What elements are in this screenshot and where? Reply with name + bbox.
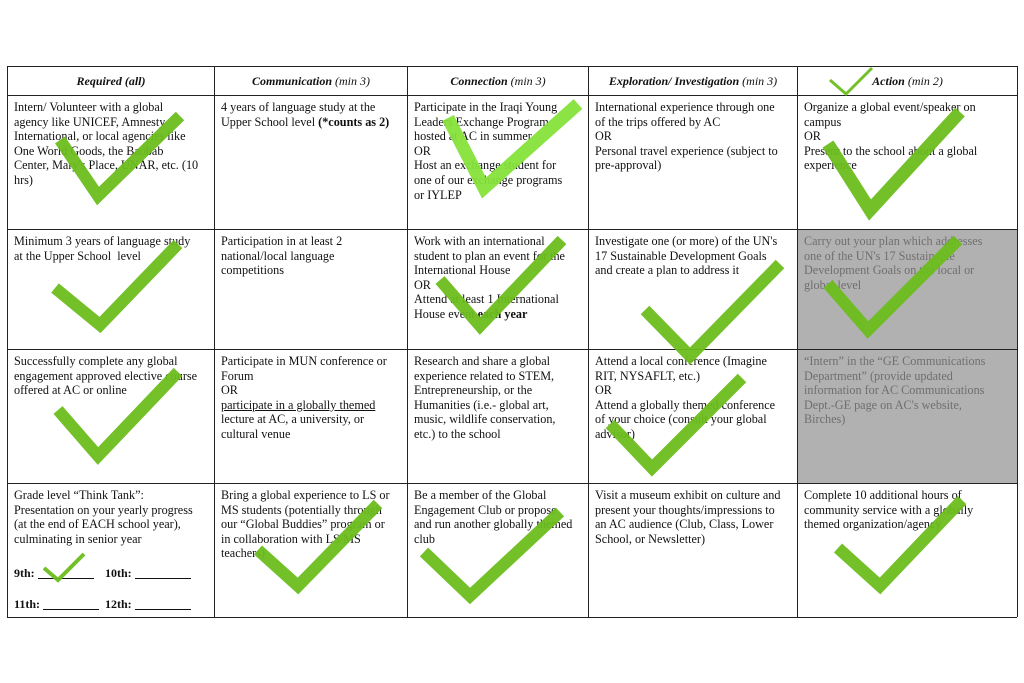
cell-text-line: OR xyxy=(221,383,238,398)
column-header-title: Exploration/ Investigation xyxy=(608,74,740,88)
cell-text-line: an AC audience (Club, Class, Lower xyxy=(595,517,774,532)
cell-text-line: and create a plan to address it xyxy=(595,263,740,278)
cell-text-line: International House xyxy=(414,263,511,278)
column-header-title: Action xyxy=(872,74,905,88)
cell-text-line: lecture at AC, a university, or xyxy=(221,412,365,427)
cell-text-line: Intern/ Volunteer with a global xyxy=(14,100,164,114)
grade-label: 12th: xyxy=(105,597,132,611)
cell-text-line: music, wildlife conservation, xyxy=(414,412,556,427)
cell-text-line: OR xyxy=(414,143,431,158)
cell-text-line: One World Goods, the Baobab xyxy=(14,143,164,158)
cell-text-line: advisor) xyxy=(595,426,635,441)
cell-text-line: our “Global Buddies” program or xyxy=(221,517,385,532)
column-header-qualifier: (min 3) xyxy=(739,74,778,88)
cell-text-line: Work with an international xyxy=(414,234,545,248)
cell-text-line: Upper School level xyxy=(221,114,316,129)
cell-text-line: offered at AC or online xyxy=(14,383,127,398)
cell-text-line: Successfully complete any global xyxy=(14,354,178,368)
cell-text-line: culminating in senior year xyxy=(14,531,142,546)
grade-label: 11th: xyxy=(14,597,41,611)
cell-text-line: Complete 10 additional hours of xyxy=(804,488,962,502)
column-header-title: Connection xyxy=(450,74,508,88)
cell-text-line: Humanities (i.e.- global art, xyxy=(414,397,549,412)
cell-text-line: engagement approved elective course xyxy=(14,368,198,383)
cell-text-line: etc.) to the school xyxy=(414,426,501,441)
column-header-qualifier: (min 3) xyxy=(507,74,546,88)
cell-text-line: Forum xyxy=(221,368,254,383)
cell-text-line: agency like UNICEF, Amnesty xyxy=(14,114,166,129)
cell-text-line: Birches) xyxy=(804,412,846,427)
cell-text-line: Research and share a global xyxy=(414,354,551,368)
cell-text-line: MS students (potentially through xyxy=(221,502,382,517)
cell-text-line: present your thoughts/impressions to xyxy=(595,502,775,517)
cell-text-line: House event xyxy=(414,306,475,321)
column-header-title: Communication xyxy=(251,74,333,88)
cell-text-line: pre-approval) xyxy=(595,158,662,173)
cell-text-line: Minimum 3 years of language study xyxy=(14,234,191,248)
cell-text-line: experience related to STEM, xyxy=(414,368,555,383)
cell-text-line: community service with a globally xyxy=(804,502,974,517)
cell-text-line: Host an exchange student for xyxy=(414,158,557,173)
column-header-qualifier: (all) xyxy=(121,74,146,88)
cell-text-line: OR xyxy=(414,277,431,292)
cell-text-line: national/local language xyxy=(221,248,335,263)
cell-text-line: OR xyxy=(804,129,821,144)
column-header-qualifier: (min 2) xyxy=(904,74,943,88)
cell-text-line: Attend at least 1 International xyxy=(414,292,559,307)
cell-text-line: in collaboration with LS/MS xyxy=(221,531,361,546)
cell-text-line: hrs) xyxy=(14,172,33,187)
cell-text-line: experience xyxy=(804,158,857,173)
cell-text-line: at the Upper School level xyxy=(14,248,141,263)
column-header-qualifier: (min 3) xyxy=(332,74,371,88)
cell-text-line: Leaders Exchange Program xyxy=(414,114,549,129)
cell-text-line: “Intern” in the “GE Communications xyxy=(804,354,986,368)
cell-text-line: 17 Sustainable Development Goals xyxy=(595,248,767,263)
cell-text-line: OR xyxy=(595,129,612,144)
cell-text-line: OR xyxy=(595,383,612,398)
cell-bold-text: each year xyxy=(474,306,528,321)
cell-text-line: Be a member of the Global xyxy=(414,488,547,502)
cell-text-line: International, or local agencies like xyxy=(14,129,186,144)
cell-text-line: or IYLEP xyxy=(414,187,462,202)
cell-text-line: global level xyxy=(804,277,862,292)
cell-text-line: Visit a museum exhibit on culture and xyxy=(595,488,781,502)
cell-text-line: of the trips offered by AC xyxy=(595,114,721,129)
cell-text-line: hosted at AC in summer xyxy=(414,129,532,144)
cell-text-line: Investigate one (or more) of the UN's xyxy=(595,234,778,248)
cell-text-line: and run another globally themed xyxy=(414,517,573,532)
cell-text-line: campus xyxy=(804,114,842,129)
cell-text-line: Department” (provide updated xyxy=(804,368,953,383)
cell-text-line: competitions xyxy=(221,263,284,278)
cell-text-line: cultural venue xyxy=(221,426,291,441)
cell-text-line: Center, Mary's Place, UNAR, etc. (10 xyxy=(14,158,199,173)
cell-text-line: Participation in at least 2 xyxy=(221,234,343,248)
cell-bold-text: (*counts as 2) xyxy=(315,114,390,129)
cell-text-line: teachers) xyxy=(221,546,265,561)
cell-text-line: School, or Newsletter) xyxy=(595,531,705,546)
cell-text-line: RIT, NYSAFLT, etc.) xyxy=(595,368,701,383)
cell-text-line: Personal travel experience (subject to xyxy=(595,143,778,158)
cell-text-line: Organize a global event/speaker on xyxy=(804,100,976,114)
cell-text-line: Attend a local conference (Imagine xyxy=(595,354,767,368)
cell-text-line: Development Goals on the local or xyxy=(804,263,975,278)
grade-label: 10th: xyxy=(105,566,132,580)
cell-text-line: participate in a globally themed xyxy=(221,397,376,412)
cell-text-line: Participate in the Iraqi Young xyxy=(414,100,558,114)
cell-text-line: Bring a global experience to LS or xyxy=(221,488,390,502)
cell-text-line: of your choice (consult your global xyxy=(595,412,767,427)
cell-text-line: International experience through one xyxy=(595,100,775,114)
cell-text-line: Entrepreneurship, or the xyxy=(414,383,533,398)
cell-text-line: Dept.-GE page on AC's website, xyxy=(804,397,962,412)
cell-text-line: Presentation on your yearly progress xyxy=(14,502,193,517)
grade-label: 9th: xyxy=(14,566,35,580)
column-header-title: Required xyxy=(76,74,122,88)
cell-text-line: one of our exchange programs xyxy=(414,172,563,187)
cell-text-line: themed organization/agency xyxy=(804,517,942,532)
cell-text-line: Attend a globally themed conference xyxy=(595,397,776,412)
cell-text-line: student to plan an event for the xyxy=(414,248,565,263)
cell-text-line: one of the UN's 17 Sustainable xyxy=(804,248,955,263)
cell-text-line: information for AC Communications xyxy=(804,383,985,398)
cell-text-line: Engagement Club or propose xyxy=(414,502,557,517)
cell-text-line: Grade level “Think Tank”: xyxy=(14,488,144,502)
cell-text-line: club xyxy=(414,531,435,546)
cell-text-line: (at the end of EACH school year), xyxy=(14,517,181,532)
cell-text-line: Participate in MUN conference or xyxy=(221,354,387,368)
cell-text-line: 4 years of language study at the xyxy=(221,100,376,114)
cell-text-line: Present to the school about a global xyxy=(804,143,978,158)
cell-text-line: Carry out your plan which addresses xyxy=(804,234,983,248)
